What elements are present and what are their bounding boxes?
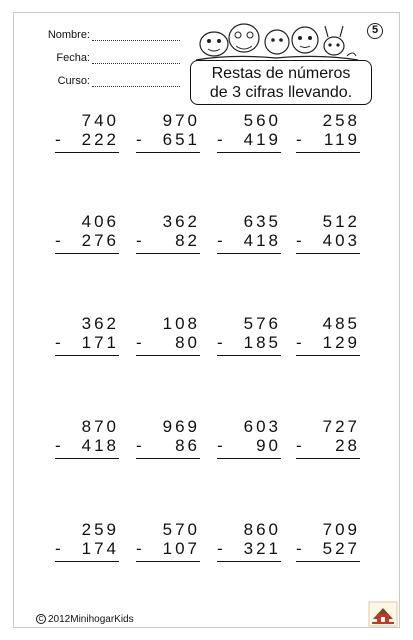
subtraction-problem [217,314,281,356]
subtraction-problem [136,314,200,356]
subtraction-problem [217,111,281,153]
minuend: 970 [162,111,200,130]
minuend: 362 [81,314,119,333]
minuend: 576 [243,314,281,333]
answer-line[interactable] [55,152,119,153]
student-info-fields [33,29,92,98]
subtrahend-row [296,231,360,250]
subtraction-problem [136,417,200,459]
minus-sign: - [55,231,61,250]
subtrahend-row [55,436,119,455]
subtrahend: 80 [167,333,200,352]
subtrahend-row [136,539,200,558]
answer-line[interactable] [296,458,360,459]
subtrahend: 222 [81,130,119,149]
copyright-icon: C [36,614,46,624]
answer-line[interactable] [296,253,360,254]
subtrahend-row [136,436,200,455]
subtrahend: 107 [162,539,200,558]
answer-line[interactable] [55,253,119,254]
minus-sign: - [217,333,223,352]
title-line-1: Restas de números [211,65,351,82]
minus-sign: - [136,333,142,352]
subtrahend: 119 [323,130,360,149]
subtrahend-row [296,436,360,455]
subtraction-problem [55,417,119,459]
minuend: 108 [162,314,200,333]
minuend: 485 [322,314,360,333]
animals-illustration-icon [192,20,360,62]
subtraction-problem [55,111,119,153]
minuend: 512 [322,212,360,231]
subtraction-problem [55,520,119,562]
minus-sign: - [136,539,142,558]
name-label: Nombre: [47,29,90,41]
subtrahend: 185 [243,333,281,352]
minus-sign: - [217,539,223,558]
subtrahend-row [217,436,281,455]
minuend: 635 [243,212,281,231]
subtrahend: 418 [81,436,119,455]
subtraction-problem [296,111,360,153]
worksheet-page [13,12,400,628]
title-line-2: de 3 cifras llevando. [209,84,353,101]
subtraction-problem [217,417,281,459]
subtraction-problem [136,111,200,153]
subtraction-problem [136,212,200,254]
minus-sign: - [296,231,302,250]
answer-line[interactable] [55,561,119,562]
subtraction-problem [296,417,360,459]
subtraction-problem [217,520,281,562]
answer-line[interactable] [136,561,200,562]
minuend: 740 [81,111,119,130]
subtraction-problem [296,314,360,356]
date-label: Fecha: [56,52,90,64]
subtrahend: 418 [243,231,281,250]
answer-line[interactable] [55,458,119,459]
subtraction-problem [55,212,119,254]
sheet-number-badge: 5 [367,23,383,39]
subtrahend-row [296,130,360,149]
footer-text: 2012MinihogarKids [48,614,134,625]
subtrahend: 129 [322,333,360,352]
answer-line[interactable] [296,355,360,356]
answer-line[interactable] [136,458,200,459]
subtraction-problem [217,212,281,254]
minuend: 570 [162,520,200,539]
subtrahend: 171 [81,333,119,352]
answer-line[interactable] [136,152,200,153]
minus-sign: - [55,333,61,352]
subtraction-problem [296,212,360,254]
subtrahend: 651 [162,130,200,149]
subtrahend-row [217,333,281,352]
date-line [92,63,180,64]
subtrahend: 90 [248,436,281,455]
minuend: 969 [162,417,200,436]
minuend: 560 [243,111,281,130]
course-line [92,86,180,87]
answer-line[interactable] [217,152,281,153]
minus-sign: - [136,231,142,250]
subtrahend-row [217,231,281,250]
minus-sign: - [296,539,302,558]
minus-sign: - [296,130,302,149]
subtrahend: 321 [243,539,281,558]
answer-line[interactable] [217,355,281,356]
subtrahend-row [296,333,360,352]
minus-sign: - [217,436,223,455]
name-line [92,40,180,41]
minus-sign: - [296,436,302,455]
minuend: 603 [243,417,281,436]
minuend: 870 [81,417,119,436]
minus-sign: - [55,130,61,149]
subtrahend: 28 [327,436,360,455]
minuend: 860 [243,520,281,539]
subtrahend: 403 [322,231,360,250]
answer-line[interactable] [217,458,281,459]
answer-line[interactable] [217,253,281,254]
subtrahend-row [55,333,119,352]
answer-line[interactable] [55,355,119,356]
minus-sign: - [296,333,302,352]
minuend: 258 [322,111,360,130]
minus-sign: - [55,539,61,558]
minuend: 709 [322,520,360,539]
subtrahend-row [55,231,119,250]
answer-line[interactable] [296,561,360,562]
minuend: 406 [81,212,119,231]
subtrahend: 82 [167,231,200,250]
subtrahend-row [136,231,200,250]
subtrahend: 527 [322,539,360,558]
minus-sign: - [217,130,223,149]
minus-sign: - [136,436,142,455]
subtrahend: 419 [243,130,281,149]
subtrahend-row [55,130,119,149]
subtrahend-row [136,333,200,352]
answer-line[interactable] [217,561,281,562]
minuend: 727 [322,417,360,436]
subtrahend: 86 [167,436,200,455]
subtrahend: 276 [81,231,119,250]
subtrahend-row [217,130,281,149]
subtrahend: 174 [81,539,119,558]
subtrahend-row [296,539,360,558]
title-box [190,60,372,105]
minus-sign: - [55,436,61,455]
answer-line[interactable] [296,152,360,153]
answer-line[interactable] [136,355,200,356]
subtrahend-row [136,130,200,149]
publisher-logo-icon [368,601,398,627]
subtrahend-row [55,539,119,558]
minuend: 259 [81,520,119,539]
answer-line[interactable] [136,253,200,254]
subtraction-problem [136,520,200,562]
subtraction-problem [55,314,119,356]
subtrahend-row [217,539,281,558]
minus-sign: - [136,130,142,149]
subtraction-problem [296,520,360,562]
minuend: 362 [162,212,200,231]
course-label: Curso: [57,75,90,87]
minus-sign: - [217,231,223,250]
footer-copyright [36,614,134,625]
